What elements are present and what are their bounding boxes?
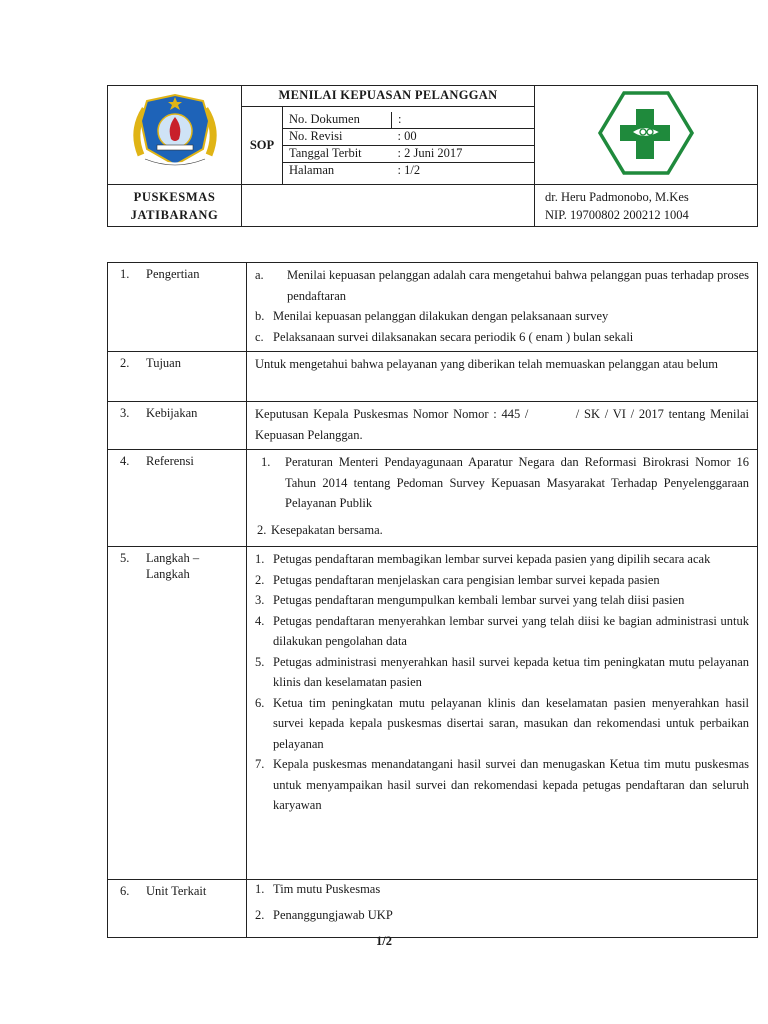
list-marker: 7.	[255, 757, 265, 771]
section-label	[108, 450, 247, 547]
section-row	[108, 547, 758, 880]
list-marker: 4.	[255, 613, 265, 628]
list-item	[255, 693, 749, 755]
list-marker: 3.	[255, 593, 265, 607]
section-title: Unit Terkait	[146, 884, 207, 898]
section-number: 3.	[120, 406, 130, 420]
sop-content-table	[107, 262, 758, 938]
section-label	[108, 547, 247, 880]
field-value: : 1/2	[392, 162, 535, 179]
list-item	[255, 327, 749, 348]
section-title: Tujuan	[146, 356, 181, 370]
section-row	[108, 402, 758, 450]
list-item	[255, 590, 749, 611]
list-text: Petugas administrasi menyerahkan hasil survei kepada ketua tim peningkatan mutu pelayanan klinis dan keselamatan pasien	[273, 654, 749, 689]
list-text: Petugas pendaftaran membagikan lembar survei kepada pasien yang dipilih secara acak	[273, 552, 711, 566]
field-value: : 2 Juni 2017	[392, 145, 535, 162]
section-number: 6.	[120, 884, 130, 898]
list-marker: 2.	[255, 908, 265, 922]
org-line-2: JATIBARANG	[130, 207, 219, 222]
section-title: Pengertian	[146, 267, 200, 281]
list-marker: 2.	[255, 572, 265, 587]
section-label	[108, 352, 247, 402]
list-item	[255, 652, 749, 693]
list-item	[255, 265, 749, 306]
list-marker: c.	[255, 329, 264, 344]
org-line-1: PUSKESMAS	[133, 189, 216, 204]
puskesmas-logo-cell	[535, 86, 758, 185]
list-text: Petugas pendaftaran menyerahkan lembar survei yang telah diisi ke bagian administrasi untuk dilakukan pengolahan data	[273, 613, 749, 648]
field-value: :	[392, 112, 535, 129]
list-marker: 1.	[255, 882, 265, 896]
section-row	[108, 450, 758, 547]
field-label: No. Dokumen	[283, 112, 392, 129]
list-text: Kepala puskesmas menandatangani hasil survei dan menugaskan Ketua tim mutu puskesmas untuk menyampaikan hasil survei dan rekomendasi kepada petugas pendaftaran dan seluruh karyawan	[273, 757, 749, 812]
section-content	[247, 547, 758, 880]
list-item	[255, 570, 749, 591]
section-content	[247, 263, 758, 352]
list-marker: a.	[255, 268, 264, 282]
list-text: Pelaksanaan survei dilaksanakan secara periodik 6 ( enam ) bulan sekali	[273, 329, 634, 344]
field-label: No. Revisi	[283, 128, 392, 145]
list-item	[255, 880, 749, 898]
section-title: Kebijakan	[146, 406, 198, 420]
sop-info-cell	[242, 86, 535, 185]
list-item	[255, 906, 749, 924]
list-text: Petugas pendaftaran menjelaskan cara pengisian lembar survei kepada pasien	[273, 572, 660, 587]
list-text: Peraturan Menteri Pendayagunaan Aparatur Negara dan Reformasi Birokrasi Nomor 16 Tahun 2014 tentang Pedoman Survey Kepuasan Masyarakat Terhadap Penyelenggaraan Pelayanan Publik	[285, 455, 749, 510]
list-marker: 5.	[255, 654, 265, 669]
section-label	[108, 880, 247, 938]
section-label	[108, 263, 247, 352]
list-marker: 6.	[255, 695, 265, 710]
section-content	[247, 450, 758, 547]
section-row	[108, 880, 758, 938]
list-item	[255, 611, 749, 652]
list-item	[255, 754, 749, 816]
section-number: 1.	[120, 267, 130, 281]
list-text: Kesepakatan bersama.	[271, 522, 383, 537]
regency-emblem-icon	[127, 93, 223, 173]
sop-label: SOP	[242, 106, 283, 184]
list-text: Petugas pendaftaran mengumpulkan kembali lembar survei yang telah diisi pasien	[273, 593, 685, 607]
signer-nip: NIP. 19700802 200212 1004	[545, 207, 689, 222]
section-number: 4.	[120, 454, 130, 468]
section-title: Langkah – Langkah	[146, 551, 200, 581]
document-header	[107, 85, 758, 225]
page-number: 1/2	[376, 934, 392, 948]
list-text: Penanggungjawab UKP	[273, 908, 393, 922]
list-marker: 1.	[261, 455, 271, 469]
list-marker: 1.	[255, 552, 265, 566]
organization-name	[108, 185, 242, 227]
list-item	[261, 452, 749, 514]
list-item	[255, 306, 749, 327]
signer-block	[535, 185, 758, 227]
list-text: Ketua tim peningkatan mutu pelayanan klinis dan keselamatan pasien menyerahkan hasil survei kepada kepala puskesmas disertai saran, masukan dan rekomendasi untuk perbaikan pelayanan	[273, 695, 749, 751]
section-row	[108, 352, 758, 402]
list-text: Menilai kepuasan pelanggan adalah cara mengetahui bahwa pelanggan puas terhadap proses pendaftaran	[287, 268, 749, 303]
section-content: Keputusan Kepala Puskesmas Nomor Nomor : 445 / / SK / VI / 2017 tentang Menilai Kepuasan Pelanggan.	[247, 402, 758, 450]
section-title: Referensi	[146, 454, 194, 468]
puskesmas-logo-icon	[596, 89, 696, 177]
section-number: 2.	[120, 356, 130, 370]
list-text: Tim mutu Puskesmas	[273, 882, 381, 896]
sop-title: MENILAI KEPUASAN PELANGGAN	[242, 86, 534, 106]
section-row	[108, 263, 758, 352]
field-value: : 00	[392, 128, 535, 145]
section-number: 5.	[120, 551, 130, 565]
field-label: Halaman	[283, 162, 392, 179]
list-item	[257, 520, 749, 541]
signer-name: dr. Heru Padmonobo, M.Kes	[545, 189, 689, 204]
list-item	[255, 549, 749, 570]
field-label: Tanggal Terbit	[283, 145, 392, 162]
blank-cell	[242, 185, 535, 227]
section-content	[247, 880, 758, 938]
section-content: Untuk mengetahui bahwa pelayanan yang diberikan telah memuaskan pelanggan atau belum	[247, 352, 758, 402]
list-marker: b.	[255, 309, 265, 323]
list-marker: 2.	[257, 522, 267, 537]
regency-logo-cell	[108, 86, 242, 185]
section-label	[108, 402, 247, 450]
list-text: Menilai kepuasan pelanggan dilakukan dengan pelaksanaan survey	[273, 309, 609, 323]
